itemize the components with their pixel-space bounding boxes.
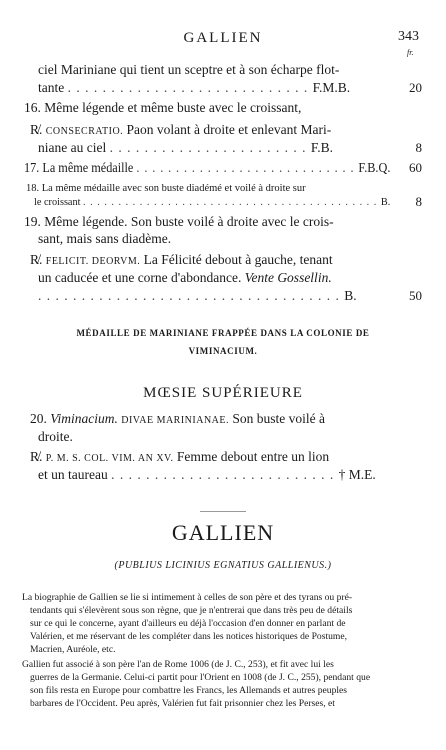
entry-number: 20.: [30, 411, 47, 426]
dot-leader: . . . . . . . . . . . . . . . . . . . . . . . . . .: [111, 467, 339, 482]
entry-text: niane au ciel: [38, 140, 107, 155]
entry-line: [24, 160, 390, 176]
entry-line: droite.: [38, 429, 73, 444]
dot-leader: . . . . . . . . . . . . . . . . . . . . . . . . . . . . . . . . . . .: [38, 288, 345, 303]
entry-price: 8: [415, 194, 422, 209]
dot-leader: . . . . . . . . . . . . . . . . . . . . . . . . . . . . . . . . . . . . . . . . . .: [83, 197, 381, 208]
paragraph-line: son fils resta en Europe pour combattre les Francs, les Allemands et autres peuples: [30, 685, 348, 696]
entry-ref: B.: [344, 288, 357, 303]
entry-ref: B.: [380, 197, 391, 208]
entry-text: Son buste voilé à: [232, 411, 326, 426]
entry-line: [34, 196, 390, 209]
paragraph-line: guerres de la Germanie. Celui-ci partit pour l'Orient en 1008 (de J. C., 255), pendant que: [30, 672, 371, 683]
paragraph-line: Gallien fut associé à son père l'an de Rome 1006 (de J. C., 253), et fit avec lui les: [22, 659, 334, 670]
entry-line: 16. Même légende et même buste avec le croissant,: [24, 100, 302, 115]
entry-ref: † M.E.: [338, 467, 376, 482]
reverse-mark: R̸.: [30, 252, 43, 267]
entry-price: 50: [409, 288, 422, 303]
reverse-mark: R̸.: [30, 122, 43, 137]
paragraph-line: barbares de l'Occident. Peu après, Valérien fut fait prisonnier chez les Perses, et: [30, 698, 335, 709]
coin-legend: CONSECRATIO.: [45, 126, 124, 137]
section-rule: [200, 511, 246, 512]
entry-text: un caducée et une corne d'abondance.: [38, 270, 242, 285]
entry-price: 60: [409, 160, 422, 175]
entry-line: [30, 252, 333, 270]
entry-line: [38, 140, 333, 156]
section-heading: MÉDAILLE DE MARINIANE FRAPPÉE DANS LA COLONIE DE: [76, 328, 370, 338]
entry-line: 19. Même légende. Son buste voilé à droite avec le crois-: [24, 214, 334, 229]
entry-line: [38, 80, 350, 96]
paragraph-line: La biographie de Gallien se lie si intimement à celles de son père et des tyrans ou pré-: [22, 592, 353, 603]
reverse-mark: R̸.: [30, 449, 43, 464]
dot-leader: . . . . . . . . . . . . . . . . . . . . . . .: [109, 140, 311, 155]
entry-text: et un taureau: [38, 467, 108, 482]
entry-line: [38, 270, 332, 286]
section-heading: VIMINACIUM.: [188, 346, 258, 356]
running-head: GALLIEN: [183, 30, 263, 46]
paragraph-line: Valérien, et me réservant de les compléter dans les notices historiques de Postume,: [30, 631, 348, 642]
entry-line: [38, 467, 376, 483]
entry-ref: F.B.Q.: [358, 160, 391, 175]
entry-line: [38, 288, 357, 304]
entry-text: Paon volant à droite et enlevant Mari-: [126, 122, 332, 137]
price-unit: fr.: [407, 48, 414, 57]
entry-text: La Félicité debout à gauche, tenant: [143, 252, 333, 267]
coin-legend: DIVAE MARINIANAE.: [121, 415, 230, 426]
entry-line: ciel Mariniane qui tient un sceptre et à son écharpe flot-: [38, 62, 340, 77]
entry-line: [30, 411, 325, 429]
page-number: 343: [398, 29, 419, 44]
province-heading: MŒSIE SUPÉRIEURE: [143, 385, 303, 401]
paragraph-line: sur ce qui le concerne, ayant d'ailleurs eu déjà l'occasion d'en donner en parlant de: [30, 618, 346, 629]
chapter-title: GALLIEN: [171, 520, 275, 545]
entry-price: 8: [415, 140, 422, 155]
paragraph-line: Macrien, Auréole, etc.: [30, 644, 116, 655]
entry-line: sant, mais sans diadème.: [38, 231, 172, 246]
chapter-subtitle: (PUBLIUS LICINIUS EGNATIUS GALLIENUS.): [114, 560, 332, 571]
coin-legend: FELICIT. DEORVM.: [45, 256, 141, 267]
coin-legend: P. M. S. COL. VIM. AN XV.: [45, 453, 174, 464]
entry-line: [30, 449, 329, 467]
mint-city: Viminacium.: [50, 411, 118, 426]
entry-ref: F.B.: [310, 140, 334, 155]
entry-text: le croissant: [34, 197, 81, 208]
entry-ref: F.M.B.: [312, 80, 351, 95]
dot-leader: . . . . . . . . . . . . . . . . . . . . . . . . . . . .: [136, 160, 359, 175]
entry-text: Femme debout entre un lion: [176, 449, 330, 464]
dot-leader: . . . . . . . . . . . . . . . . . . . . . . . . . . . .: [67, 80, 313, 95]
paragraph-line: tendants qui s'élevèrent sous son règne, que je n'entrerai que dans très peu de détails: [30, 605, 353, 616]
entry-text: tante: [38, 80, 65, 95]
entry-line: [30, 122, 331, 140]
entry-price: 20: [409, 80, 422, 95]
sale-reference: Vente Gossellin.: [244, 270, 332, 285]
entry-line: 18. La même médaille avec son buste diadémé et voilé à droite sur: [26, 183, 306, 194]
entry-text: 17. La même médaille: [24, 160, 134, 175]
